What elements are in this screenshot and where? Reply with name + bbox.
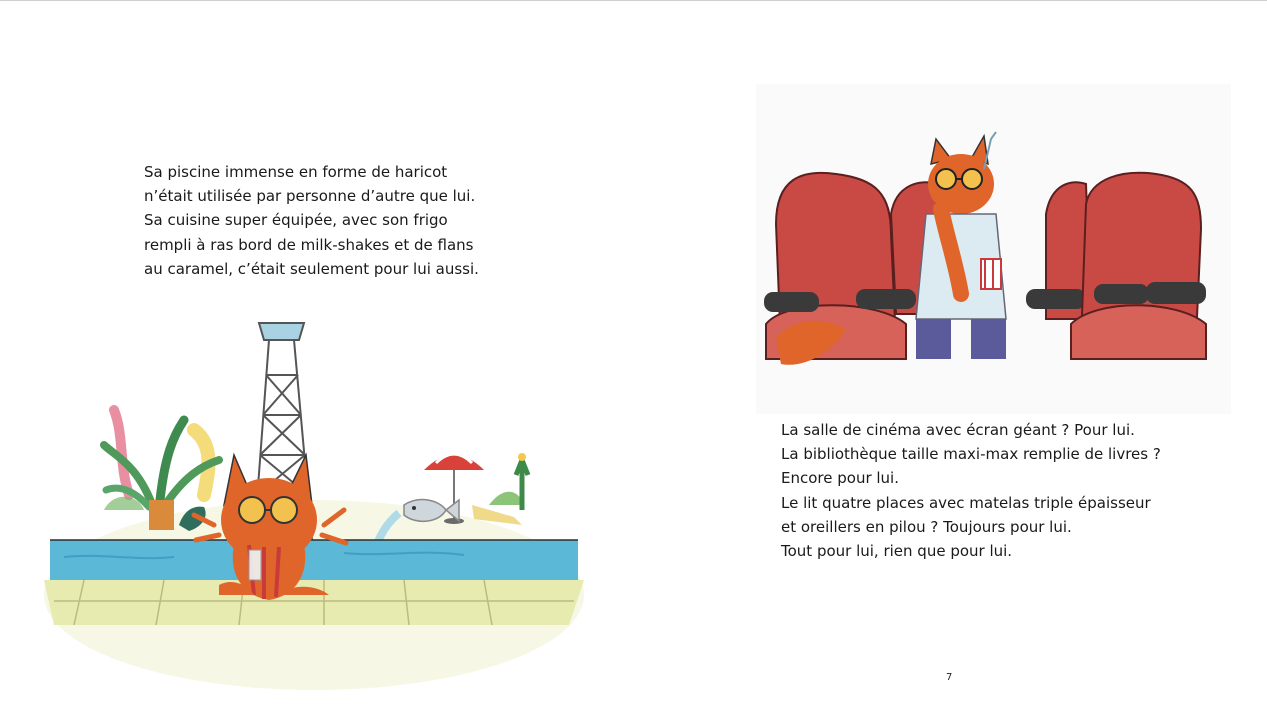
cinema-seat-right	[1071, 173, 1206, 359]
pool-illustration	[44, 295, 584, 705]
cinema-illustration	[756, 84, 1231, 414]
paragraph-line: La salle de cinéma avec écran géant ? Pour lui.	[781, 421, 1135, 439]
paragraph-line: Sa piscine immense en forme de haricot	[144, 163, 448, 181]
paragraph-line: Le lit quatre places avec matelas triple épaisseur	[781, 493, 1151, 512]
page-number: 7	[946, 672, 953, 683]
left-page-paragraph	[144, 160, 479, 281]
paragraph-line: n’était utilisée par personne d’autre que lui.	[144, 187, 476, 206]
paragraph-line: au caramel, c’était seulement pour lui aussi.	[144, 259, 479, 278]
paragraph-line: Sa cuisine super équipée, avec son frigo	[144, 211, 448, 230]
paragraph-line: La bibliothèque taille maxi-max remplie de livres ?	[781, 445, 1161, 464]
paragraph-line: Encore pour lui.	[781, 469, 899, 488]
paragraph-line: rempli à ras bord de milk-shakes et de flans	[144, 235, 474, 254]
paragraph-line: et oreillers en pilou ? Toujours pour lui.	[781, 517, 1072, 536]
pool-deck	[44, 580, 584, 625]
shrub-right	[489, 492, 524, 505]
right-page-paragraph	[781, 418, 1161, 563]
paragraph-line: Tout pour lui, rien que pour lui.	[781, 542, 1013, 561]
top-rule	[0, 0, 1267, 1]
plants-left	[104, 410, 219, 531]
pool-water	[50, 540, 578, 580]
